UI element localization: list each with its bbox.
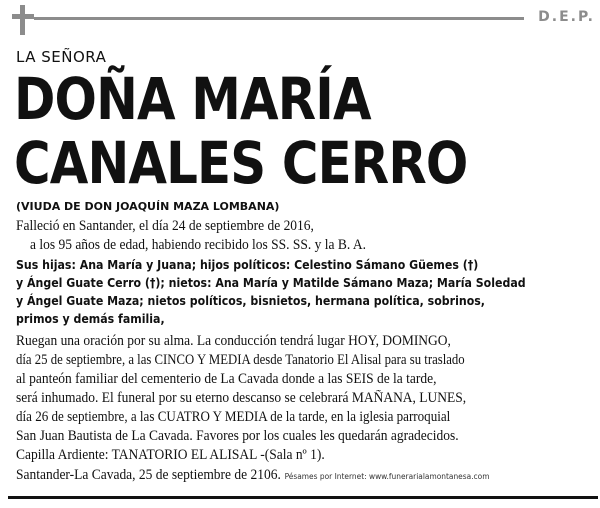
family-line: y Ángel Guate Cerro (†); nietos: Ana María y Matilde Sámano Maza; María Soledad: [16, 275, 526, 290]
top-divider: [34, 17, 524, 20]
service-line: Capilla Ardiente: TANATORIO EL ALISAL -(Sala nº 1).: [16, 447, 325, 463]
death-line: a los 95 años de edad, habiendo recibido los SS. SS. y la B. A.: [30, 237, 366, 253]
service-line: Ruegan una oración por su alma. La conducción tendrá lugar HOY, DOMINGO,: [16, 333, 451, 349]
service-line: será inhumado. El funeral por su eterno descanso se celebrará MAÑANA, LUNES,: [16, 390, 467, 406]
place-date: Santander-La Cavada, 25 de septiembre de 2106.: [16, 467, 281, 483]
death-line: Falleció en Santander, el día 24 de septiembre de 2016,: [16, 218, 314, 234]
deceased-name-line-1: DOÑA MARÍA: [14, 65, 371, 133]
condolences-web: Pésames por Internet: www.funerarialamontanesa.com: [284, 472, 490, 481]
family-line: y Ángel Guate Maza; nietos políticos, bisnietos, hermana política, sobrinos,: [16, 293, 485, 308]
service-line: día 26 de septiembre, a las CUATRO Y MEDIA de la tarde, en la iglesia parroquial: [16, 409, 451, 425]
dep-label: D.E.P.: [538, 9, 595, 25]
deceased-name-line-2: CANALES CERRO: [14, 129, 468, 197]
cross-icon: [12, 5, 34, 35]
honorific: LA SEÑORA: [16, 48, 107, 66]
service-line: San Juan Bautista de La Cavada. Favores por los cuales les quedarán agradecidos.: [16, 428, 459, 444]
bottom-divider: [8, 496, 598, 499]
service-line: día 25 de septiembre, a las CINCO Y MEDIA desde Tanatorio El Alisal para su traslado: [16, 352, 465, 368]
service-line: al panteón familiar del cementerio de La Cavada donde a las SEIS de la tarde,: [16, 371, 437, 387]
place-date-line: [16, 466, 489, 486]
family-line: Sus hijas: Ana María y Juana; hijos políticos: Celestino Sámano Güemes (†): [16, 257, 479, 272]
family-line: primos y demás familia,: [16, 311, 165, 326]
widow-note: (VIUDA DE DON JOAQUÍN MAZA LOMBANA): [16, 200, 280, 213]
